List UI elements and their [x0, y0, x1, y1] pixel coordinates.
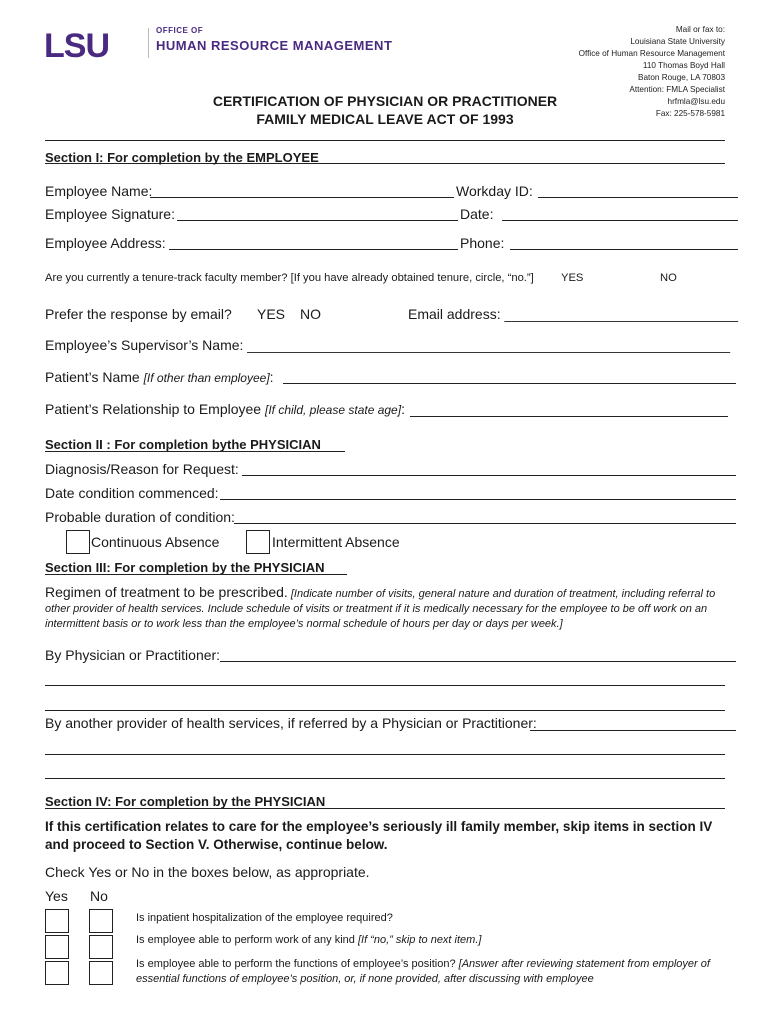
- section-1-rule: [45, 163, 725, 164]
- section-1-heading: Section I: For completion by the EMPLOYEE: [45, 150, 319, 165]
- yes-column-header: Yes: [45, 888, 68, 904]
- q2-yes-checkbox[interactable]: [45, 935, 69, 959]
- q3-no-checkbox[interactable]: [89, 961, 113, 985]
- q3-text: Is employee able to perform the functions of employee’s position?: [136, 958, 456, 970]
- title-line-1: CERTIFICATION OF PHYSICIAN OR PRACTITIONER: [212, 93, 558, 109]
- mail-line: Baton Rouge, LA 70803: [638, 73, 725, 82]
- colon: :: [401, 401, 405, 417]
- mail-line: Office of Human Resource Management: [578, 49, 725, 58]
- regimen-paragraph: [45, 585, 735, 632]
- title-line-2: FAMILY MEDICAL LEAVE ACT OF 1993: [256, 111, 514, 127]
- section-3-rule: [45, 574, 347, 575]
- patient-name-label: [45, 369, 274, 385]
- by-other-provider-field[interactable]: [530, 730, 736, 731]
- regimen-note: [Indicate number of visits, general nature and duration of treatment, including referral to other provider of health services. Include schedule of visits or treatment if it is medically necessary for the employee to be off work on an intermittent basis or to work less than the employee’s normal schedule of hours per day or days per week.]: [45, 588, 716, 630]
- form-title: [160, 92, 610, 128]
- employee-signature-label: Employee Signature:: [45, 206, 175, 222]
- by-other-provider-label: By another provider of health services, if referred by a Physician or Practitioner:: [45, 715, 537, 731]
- tenure-yes-option[interactable]: YES: [561, 272, 584, 284]
- patient-relationship-label: [45, 401, 405, 417]
- tenure-no-option[interactable]: NO: [660, 272, 677, 284]
- regimen-label: Regimen of treatment to be prescribed.: [45, 584, 288, 600]
- patient-relationship-field[interactable]: [410, 416, 728, 417]
- lsu-logo: LSU: [44, 27, 109, 65]
- mail-line: Louisiana State University: [630, 37, 725, 46]
- employee-signature-field[interactable]: [177, 220, 458, 221]
- q3-yes-checkbox[interactable]: [45, 961, 69, 985]
- q1-no-checkbox[interactable]: [89, 909, 113, 933]
- colon: :: [269, 369, 274, 385]
- by-physician-label: By Physician or Practitioner:: [45, 647, 221, 663]
- header-rule: [45, 140, 725, 141]
- patient-relationship-text: Patient’s Relationship to Employee: [45, 401, 262, 417]
- phone-label: Phone:: [460, 235, 505, 251]
- employee-name-label: Employee Name:: [45, 183, 153, 199]
- mail-line: hrfmla@lsu.edu: [667, 97, 725, 106]
- employee-address-label: Employee Address:: [45, 235, 166, 251]
- date-field[interactable]: [502, 220, 738, 221]
- section-4-rule: [45, 808, 725, 809]
- q2-note: [If “no,” skip to next item.]: [357, 934, 482, 946]
- patient-name-text: Patient’s Name: [45, 369, 140, 385]
- email-no-option[interactable]: NO: [300, 306, 321, 322]
- email-address-field[interactable]: Email address: ______________________________: [408, 306, 739, 322]
- office-of-label: OFFICE OF: [156, 26, 204, 35]
- mail-line: Fax: 225-578-5981: [655, 109, 725, 118]
- check-instruction: Check Yes or No in the boxes below, as appropriate.: [45, 864, 370, 880]
- phone-field[interactable]: [510, 249, 738, 250]
- intermittent-absence-label: Intermittent Absence: [272, 534, 400, 550]
- tenure-question: Are you currently a tenure-track faculty member? [If you have already obtained tenure, circle, “no.”]: [45, 272, 534, 284]
- section-3-heading: Section III: For completion by the PHYSICIAN: [45, 560, 325, 575]
- q2-text: Is employee able to perform work of any kind: [136, 934, 355, 946]
- date-commenced-field[interactable]: [220, 499, 736, 500]
- email-preference-label: Prefer the response by email?: [45, 306, 232, 322]
- by-physician-field-line-3[interactable]: [45, 710, 725, 711]
- date-commenced-label: Date condition commenced:: [45, 485, 219, 501]
- q1-question: Is inpatient hospitalization of the employee required?: [136, 912, 393, 924]
- office-name: HUMAN RESOURCE MANAGEMENT: [156, 38, 393, 53]
- logo-divider: [148, 28, 149, 58]
- by-other-provider-field-line-2[interactable]: [45, 754, 725, 755]
- date-label: Date:: [460, 206, 494, 222]
- q1-yes-checkbox[interactable]: [45, 909, 69, 933]
- by-physician-field-line-2[interactable]: [45, 685, 725, 686]
- diagnosis-label: Diagnosis/Reason for Request:: [45, 461, 239, 477]
- by-other-provider-field-line-3[interactable]: [45, 778, 725, 779]
- section-4-instruction: If this certification relates to care for the employee’s seriously ill family member, skip items in section IV and proceed to Section V. Otherwise, continue below.: [45, 819, 713, 852]
- employee-name-field[interactable]: [150, 197, 454, 198]
- q3-note: [Answer after reviewing statement from employer of essential functions of employee’s position, or, if none provided, after discussing with employee: [136, 958, 710, 985]
- duration-field[interactable]: [234, 523, 736, 524]
- workday-id-field[interactable]: [538, 197, 738, 198]
- patient-relationship-note: [If child, please state age]: [264, 403, 402, 417]
- no-column-header: No: [90, 888, 108, 904]
- mail-line: Attention: FMLA Specialist: [629, 85, 725, 94]
- diagnosis-field[interactable]: [242, 475, 736, 476]
- supervisor-name-field[interactable]: Employee’s Supervisor’s Name: ______________________________________________________________: [45, 337, 731, 353]
- employee-address-field[interactable]: [169, 249, 458, 250]
- section-2-heading: Section II : For completion bythe PHYSICIAN: [45, 437, 321, 452]
- continuous-absence-label: Continuous Absence: [91, 534, 220, 550]
- by-physician-field[interactable]: [220, 661, 736, 662]
- q2-no-checkbox[interactable]: [89, 935, 113, 959]
- workday-id-label: Workday ID:: [456, 183, 533, 199]
- section-2-rule: [45, 451, 345, 452]
- patient-name-note: [If other than employee]: [143, 371, 270, 385]
- q3-question: [136, 957, 736, 987]
- mail-line: Mail or fax to:: [675, 25, 725, 34]
- q2-question: [136, 934, 481, 946]
- mail-line: 110 Thomas Boyd Hall: [642, 61, 725, 70]
- duration-label: Probable duration of condition:: [45, 509, 235, 525]
- patient-name-field[interactable]: [283, 383, 736, 384]
- intermittent-absence-checkbox[interactable]: [246, 530, 270, 554]
- section-4-heading: Section IV: For completion by the PHYSICIAN: [45, 794, 326, 809]
- email-yes-option[interactable]: YES: [257, 306, 286, 322]
- continuous-absence-checkbox[interactable]: [66, 530, 90, 554]
